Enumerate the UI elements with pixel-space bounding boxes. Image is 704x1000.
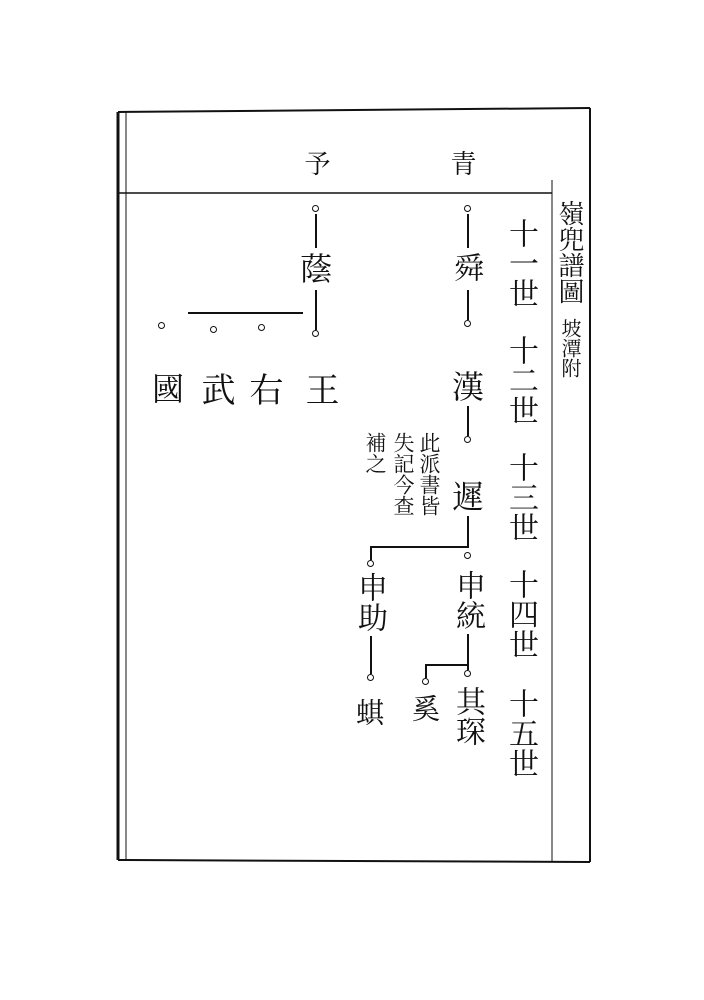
node-dot bbox=[464, 552, 471, 559]
node-dot bbox=[464, 320, 471, 327]
branch-line bbox=[370, 546, 469, 548]
lineage-line bbox=[315, 290, 317, 330]
node-dot bbox=[367, 560, 374, 567]
lineage-line bbox=[467, 214, 469, 248]
lineage-line bbox=[467, 516, 469, 546]
node-dot bbox=[158, 322, 165, 329]
generation-15: 十五世 bbox=[503, 688, 538, 778]
node-dot bbox=[422, 678, 429, 685]
generation-13: 十三世 bbox=[503, 452, 538, 542]
generation-11: 十一世 bbox=[503, 218, 538, 308]
branch-line bbox=[188, 312, 303, 314]
node-dot bbox=[312, 330, 319, 337]
node-dot bbox=[367, 674, 374, 681]
name-wang: 王 bbox=[299, 372, 339, 406]
lineage-line bbox=[467, 406, 469, 436]
note-col-3: 補之 bbox=[363, 432, 387, 474]
name-ying: 蔭 bbox=[295, 252, 333, 284]
generation-14: 十四世 bbox=[503, 569, 538, 659]
name-qi: 蜞 bbox=[352, 698, 385, 726]
note-col-2: 失記今查 bbox=[391, 432, 415, 516]
name-chi: 遲 bbox=[447, 480, 485, 512]
note-col-1: 此派書皆 bbox=[417, 432, 441, 516]
name-you: 右 bbox=[243, 372, 283, 406]
lineage-line bbox=[370, 636, 372, 674]
name-shen-tong: 申統 bbox=[450, 570, 485, 630]
lineage-line bbox=[425, 664, 427, 678]
name-qi-cai: 其琛 bbox=[450, 686, 485, 746]
generation-12: 十二世 bbox=[503, 335, 538, 425]
node-dot bbox=[258, 324, 265, 331]
name-han: 漢 bbox=[447, 370, 485, 402]
name-xi: 奚 bbox=[408, 694, 441, 722]
lineage-line bbox=[370, 546, 372, 560]
name-guo: 國 bbox=[147, 372, 185, 404]
book-title: 嶺兜譜圖 bbox=[554, 200, 584, 304]
node-dot bbox=[464, 670, 471, 677]
name-wu: 武 bbox=[195, 372, 235, 406]
name-shen-zhu: 申助 bbox=[352, 572, 387, 632]
branch-line bbox=[425, 664, 469, 666]
name-shun: 舜 bbox=[448, 252, 483, 282]
book-subtitle: 坡潭附 bbox=[558, 318, 582, 378]
lineage-line bbox=[467, 290, 469, 320]
node-dot bbox=[210, 326, 217, 333]
header-name-right: 青 bbox=[446, 150, 476, 176]
lineage-line bbox=[315, 214, 317, 248]
node-dot bbox=[464, 436, 471, 443]
node-dot bbox=[464, 205, 471, 212]
header-name-left: 予 bbox=[300, 150, 330, 176]
node-dot bbox=[312, 205, 319, 212]
